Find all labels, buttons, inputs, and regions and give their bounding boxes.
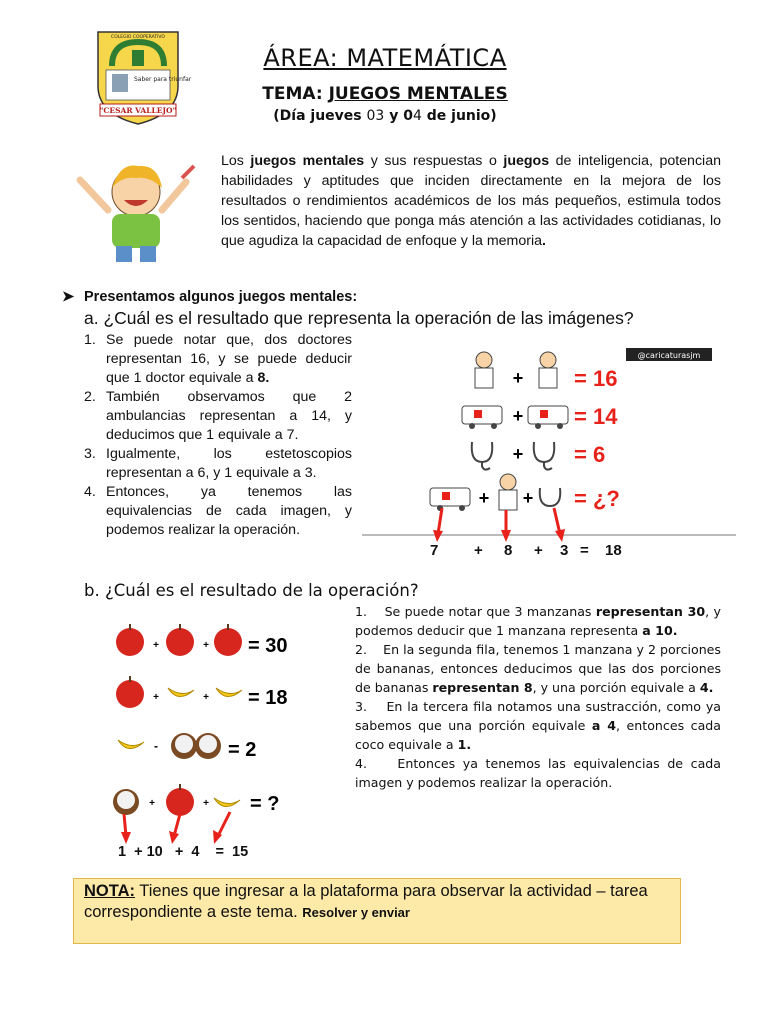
list-num: 2. xyxy=(84,389,96,405)
date-open: (Día jueves xyxy=(273,108,367,124)
tema-line xyxy=(230,84,540,104)
list-bold: representan 8 xyxy=(432,680,533,695)
plus-sign: + xyxy=(478,488,490,508)
list-bold: representan 30 xyxy=(595,604,706,619)
list-item xyxy=(84,388,352,445)
happy-kid-illustration xyxy=(70,158,200,266)
list-item xyxy=(355,640,721,697)
apple-icon xyxy=(214,624,242,656)
nota-action: Resolver y enviar xyxy=(302,905,410,920)
puzzle-b-result: 1 + 10 + 4 = 15 xyxy=(118,844,249,860)
list-text: Se puede notar que, dos doctores representan 16, y se puede deducir que 1 doctor equivale a xyxy=(106,332,352,386)
plus-sign: + xyxy=(153,692,159,703)
date-close: de junio) xyxy=(421,108,497,124)
list-bold: a 4 xyxy=(591,718,617,733)
list-text: Igualmente, los estetoscopios representan a 6, y 1 equivale a 3. xyxy=(106,446,352,481)
nota-label: NOTA: xyxy=(84,882,136,900)
list-text: En la segunda fila, tenemos 1 manzana y 2 porciones de bananas, entonces deducimos que las dos porciones de bananas xyxy=(355,642,721,695)
plus-sign: + xyxy=(203,640,209,651)
plus-sign: + xyxy=(149,798,155,809)
red-arrow-icon xyxy=(169,814,180,844)
row4-result: = ? xyxy=(250,793,280,815)
date-num2: 4 xyxy=(412,108,422,124)
logo-motto: Saber para triunfar xyxy=(134,76,192,83)
list-text: Se puede notar que 3 manzanas xyxy=(384,604,596,619)
plus-sign: + xyxy=(512,444,524,464)
list-bold: 1. xyxy=(457,737,472,752)
school-logo xyxy=(92,26,192,126)
banana-icon xyxy=(216,688,242,697)
arrow-bullet-icon: ➤ xyxy=(62,289,75,305)
list-num: 4. xyxy=(355,756,368,771)
result-term: 3 xyxy=(560,542,569,559)
coconut-icon xyxy=(171,733,221,759)
result-op: + xyxy=(474,542,483,559)
tema-label: TEMA: xyxy=(262,84,323,104)
intro-text-1: Los xyxy=(221,153,251,169)
list-bold: 4. xyxy=(699,680,714,695)
puzzle-a-image xyxy=(362,338,736,570)
apple-icon xyxy=(116,624,144,656)
apple-icon xyxy=(116,676,144,708)
section-heading xyxy=(62,289,357,305)
red-arrow-icon xyxy=(213,812,230,844)
result-total: 18 xyxy=(605,542,622,559)
question-a: a. ¿Cuál es el resultado que representa la operación de las imágenes? xyxy=(84,308,634,328)
plus-sign: + xyxy=(203,692,209,703)
list-b xyxy=(355,602,721,792)
intro-text-2: y sus respuestas o xyxy=(364,153,504,169)
list-num: 1. xyxy=(355,604,368,619)
banana-icon xyxy=(168,688,194,697)
row3-result: = 2 xyxy=(228,739,257,761)
tema-value: JUEGOS MENTALES xyxy=(328,84,508,104)
result-term: 8 xyxy=(504,542,513,559)
list-num: 2. xyxy=(355,642,368,657)
doctor-icon xyxy=(539,352,557,388)
banana-icon xyxy=(118,740,144,749)
minus-sign: - xyxy=(154,739,158,753)
intro-text-3: de inteligencia, potencian habilidades y aptitudes que inciden directamente en la mejora de los resultados o rendimientos académicos de los más pequeños, estimula todos los sentidos, haciendo que ponga más atención a las actividades cotidianas, lo que agudiza la capacidad de enfoque y la memoria xyxy=(221,153,721,249)
puzzle-b-image xyxy=(104,608,344,848)
list-bold: 8. xyxy=(257,370,270,386)
plus-sign: + xyxy=(522,488,534,508)
result-op: = xyxy=(580,542,589,559)
list-bold: a 10. xyxy=(642,623,678,638)
nota-text: Tienes que ingresar a la plataforma para observar la actividad – tarea correspondiente a este tema. xyxy=(84,882,648,921)
list-item xyxy=(355,754,721,792)
row3-result: = 6 xyxy=(574,442,606,467)
section-heading-text: Presentamos algunos juegos mentales: xyxy=(84,289,358,305)
plus-sign: + xyxy=(512,406,524,426)
watermark: @caricaturasjm xyxy=(637,351,701,360)
result-op: + xyxy=(534,542,543,559)
doctor-icon xyxy=(475,352,493,388)
red-arrow-icon xyxy=(121,814,131,844)
banana-icon xyxy=(214,798,240,807)
list-item xyxy=(84,483,352,540)
row1-result: = 30 xyxy=(248,635,288,657)
date-mid: y 0 xyxy=(384,108,413,124)
nota-box xyxy=(73,878,681,944)
date-line xyxy=(230,108,540,124)
doctor-icon xyxy=(499,474,517,510)
intro-paragraph xyxy=(221,151,721,251)
intro-text-4: . xyxy=(542,233,546,249)
list-item xyxy=(355,602,721,640)
list-num: 4. xyxy=(84,484,96,500)
list-text: Entonces ya tenemos las equivalencias de cada imagen y podemos realizar la operación. xyxy=(355,756,721,790)
logo-top-text: COLEGIO COOPERATIVO xyxy=(111,35,165,40)
result-term: 7 xyxy=(430,542,439,559)
list-text: En la tercera fila notamos una sustracción, como ya sabemos que una porción equivale xyxy=(355,699,721,733)
list-item xyxy=(84,445,352,483)
list-num: 1. xyxy=(84,332,96,348)
list-num: 3. xyxy=(355,699,368,714)
list-text: Entonces, ya tenemos las equivalencias de cada imagen, y podemos realizar la operación. xyxy=(106,484,352,538)
list-a xyxy=(84,331,352,540)
plus-sign: + xyxy=(512,368,524,388)
plus-sign: + xyxy=(153,640,159,651)
list-text: También observamos que 2 ambulancias representan a 14, y deducimos que 1 equivale a 7. xyxy=(106,389,352,443)
list-item xyxy=(84,331,352,388)
apple-icon xyxy=(166,624,194,656)
row2-result: = 18 xyxy=(248,687,288,709)
intro-bold-2: juegos xyxy=(503,153,550,169)
plus-sign: + xyxy=(203,798,209,809)
coconut-icon xyxy=(113,789,139,815)
list-text: , y podemos deducir que 1 manzana representa xyxy=(355,604,721,638)
logo-name: "CESAR VALLEJO" xyxy=(99,106,177,115)
apple-icon xyxy=(166,784,194,816)
row4-result: = ¿? xyxy=(574,486,620,511)
row1-result: = 16 xyxy=(574,366,618,391)
list-text: , y una porción equivale a xyxy=(532,680,700,695)
question-b: b. ¿Cuál es el resultado de la operación? xyxy=(84,581,419,600)
list-text: , entonces cada coco equivale a xyxy=(355,718,721,752)
list-num: 3. xyxy=(84,446,96,462)
page-title: ÁREA: MATEMÁTICA xyxy=(263,44,507,72)
intro-bold-1: juegos mentales xyxy=(250,153,365,169)
row2-result: = 14 xyxy=(574,404,618,429)
date-num1: 03 xyxy=(366,108,385,124)
list-item xyxy=(355,697,721,754)
